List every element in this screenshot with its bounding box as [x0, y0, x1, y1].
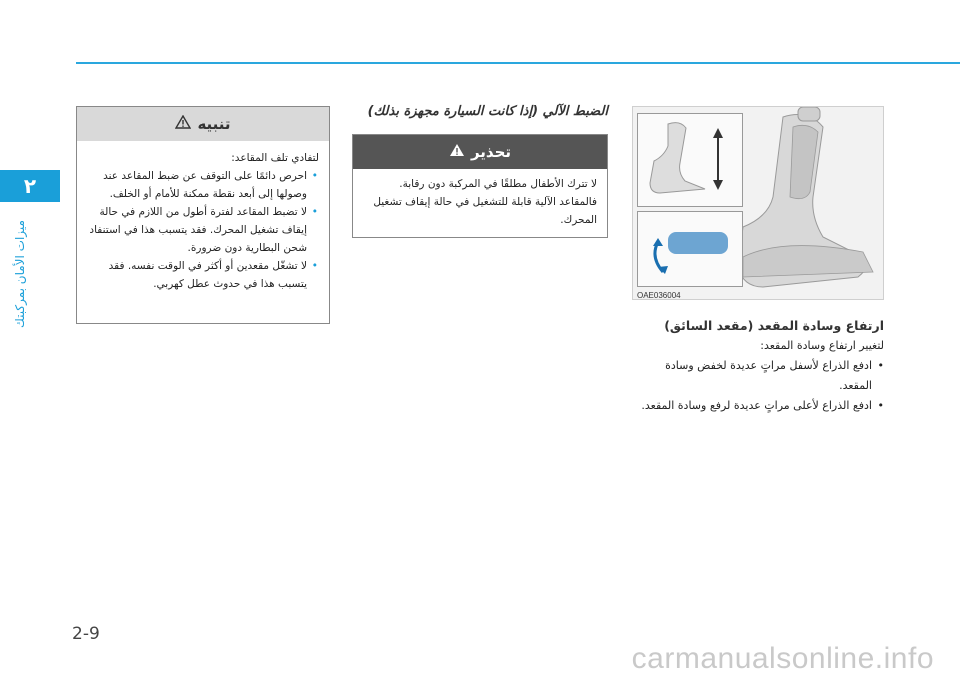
section-title-seat-height: ارتفاع وسادة المقعد (مقعد السائق): [664, 318, 884, 333]
seat-illustration: [632, 106, 884, 300]
chapter-title: ميزات الأمان بمركبتك: [13, 220, 27, 328]
warning-triangle-icon: [449, 143, 465, 161]
warning-triangle-icon: [175, 115, 191, 133]
caution-item: • احرص دائمًا على التوقف عن ضبط المقاعد عند وصولها إلى أبعد نقطة ممكنة للأمام أو الخلف.: [87, 167, 307, 203]
caution-list: [87, 167, 319, 293]
caution-header: [77, 107, 329, 141]
seat-height-item: • ادفع الذراع لأسفل مراتٍ عديدة لخفض وسادة المقعد.: [632, 356, 872, 396]
warning-title: تحذير: [470, 143, 512, 161]
seat-height-section: [632, 316, 884, 416]
caution-intro: لتفادي تلف المقاعد:: [231, 152, 319, 164]
warning-body: [353, 169, 607, 235]
height-inset: [637, 113, 743, 207]
caution-item: • لا تضبط المقاعد لفترة أطول من اللازم في حالة إيقاف تشغيل المحرك. فقد يتسبب هذا في استنفاد شحن البطارية دون ضرورة.: [87, 203, 307, 257]
chapter-tab: [0, 170, 60, 202]
page-number: 2-9: [72, 624, 100, 644]
lever-inset: [637, 211, 743, 287]
warning-text: لا تترك الأطفال مطلقًا في المركبة دون رقابة. فالمقاعد الآلية قابلة للتشغيل في حالة إيقاف تشغيل المحرك.: [373, 178, 597, 226]
caution-title: تنبيه: [197, 115, 231, 133]
warning-header: [353, 135, 607, 169]
warning-box: [352, 134, 608, 238]
seat-height-list: [632, 356, 884, 416]
chapter-number: ٢: [23, 174, 37, 198]
caution-box: [76, 106, 330, 324]
caution-body: [77, 141, 329, 301]
watermark: carmanualsonline.info: [631, 642, 934, 675]
image-code: OAE036004: [637, 291, 681, 300]
top-rule: [76, 62, 960, 64]
seat-height-item: • ادفع الذراع لأعلى مراتٍ عديدة لرفع وسادة المقعد.: [632, 396, 872, 416]
section-title-power-adjustment: الضبط الآلي (إذا كانت السيارة مجهزة بذلك): [367, 104, 608, 119]
seat-height-intro: لتغيير ارتفاع وسادة المقعد:: [760, 339, 884, 352]
caution-item: • لا تشغّل مقعدين أو أكثر في الوقت نفسه. فقد يتسبب هذا في حدوث عطل كهربي.: [87, 257, 307, 293]
